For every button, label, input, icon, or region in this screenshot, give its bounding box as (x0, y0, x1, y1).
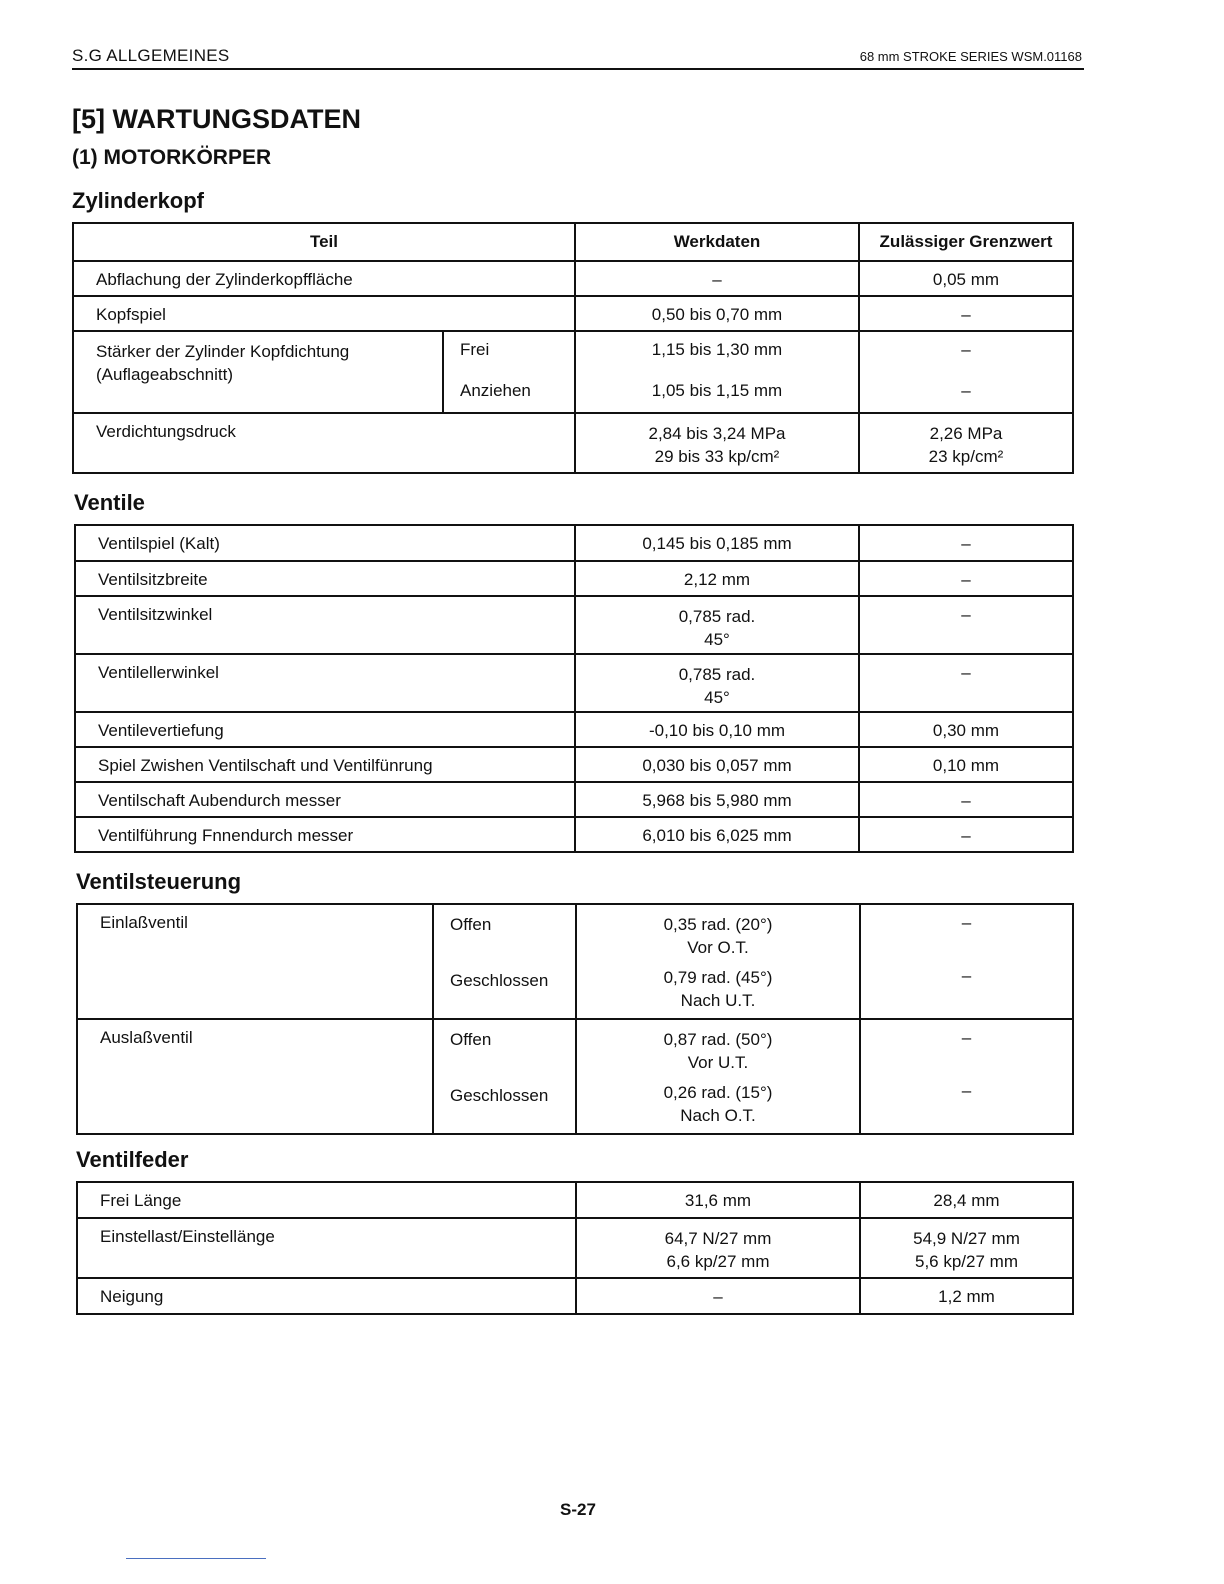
cell-part: Ventilsitzbreite (75, 561, 575, 596)
section-heading-zylinderkopf: Zylinderkopf (72, 188, 205, 213)
cell-factory: 2,12 mm (575, 561, 859, 596)
cell-value-line: 0,26 rad. (15°) (663, 1083, 773, 1102)
cell-part: Ventilevertiefung (75, 712, 575, 747)
cell-factory: 1,15 bis 1,30 mm (575, 331, 859, 379)
table-row (77, 1218, 1073, 1278)
cell-limit: 0,10 mm (859, 747, 1073, 782)
cell-part: Einlaßventil (77, 904, 433, 1019)
cell-part: Verdichtungsdruck (73, 413, 575, 473)
cell-limit: – (859, 654, 1073, 712)
cell-part: Kopfspiel (73, 296, 575, 331)
cell-sub: Frei (443, 331, 575, 379)
table-ventilsteuerung (76, 903, 1074, 1135)
cell-part: Ventilspiel (Kalt) (75, 525, 575, 561)
cell-value-line: 0,87 rad. (50°) (663, 1030, 773, 1049)
cell-value-line: 45° (704, 630, 730, 649)
cell-factory: 1,05 bis 1,15 mm (575, 379, 859, 413)
cell-value-line: Vor O.T. (687, 938, 749, 957)
cell-value-line: 64,7 N/27 mm (664, 1229, 772, 1248)
section-heading-ventile: Ventile (74, 490, 145, 515)
table-row (75, 817, 1073, 852)
table-header-row (73, 223, 1073, 261)
cell-part: Einstellast/Einstellänge (77, 1218, 576, 1278)
cell-part: Abflachung der Zylinderkopffläche (73, 261, 575, 296)
cell-sub: Offen (450, 1030, 492, 1049)
cell-limit: – (860, 1019, 1073, 1075)
cell-value-line: 6,6 kp/27 mm (666, 1252, 770, 1271)
cell-sub: Anziehen (443, 379, 575, 413)
cell-part-line: (Auflageabschnitt) (96, 365, 234, 384)
cell-value-line: 45° (704, 688, 730, 707)
cell-part (73, 331, 443, 413)
table-row (75, 525, 1073, 561)
cell-limit: – (860, 1075, 1073, 1134)
cell-sub: Offen (450, 915, 492, 934)
cell-limit: – (860, 960, 1073, 1019)
cell-limit: 0,05 mm (859, 261, 1073, 296)
table-row (77, 1019, 1073, 1075)
table-row (77, 1182, 1073, 1218)
cell-sub: Geschlossen (450, 1086, 549, 1105)
cell-factory (576, 960, 860, 1019)
cell-limit: – (859, 782, 1073, 817)
cell-value-line: 0,35 rad. (20°) (663, 915, 773, 934)
table-row (75, 712, 1073, 747)
cell-factory: 0,145 bis 0,185 mm (575, 525, 859, 561)
cell-factory: 6,010 bis 6,025 mm (575, 817, 859, 852)
table-row (77, 904, 1073, 960)
cell-value-line: 0,785 rad. (678, 607, 756, 626)
cell-factory (576, 1075, 860, 1134)
cell-value-line: 23 kp/cm² (928, 447, 1004, 466)
cell-limit: 28,4 mm (860, 1182, 1073, 1218)
footer-rule (126, 1558, 266, 1559)
cell-factory (576, 904, 860, 960)
cell-limit: – (859, 561, 1073, 596)
cell-factory (576, 1019, 860, 1075)
cell-limit: – (859, 379, 1073, 413)
table-row (77, 1278, 1073, 1314)
cell-value-line: 5,6 kp/27 mm (915, 1252, 1018, 1271)
cell-value-line: 0,79 rad. (45°) (663, 968, 773, 987)
cell-value-line: 29 bis 33 kp/cm² (654, 447, 780, 466)
table-row (75, 561, 1073, 596)
section-heading-ventilsteuerung: Ventilsteuerung (76, 869, 242, 894)
table-row (73, 296, 1073, 331)
cell-limit: – (859, 817, 1073, 852)
cell-part: Ventilschaft Aubendurch messer (75, 782, 575, 817)
cell-limit: – (859, 331, 1073, 379)
cell-limit (859, 413, 1073, 473)
cell-value-line: 0,785 rad. (678, 665, 756, 684)
cell-factory (576, 1218, 860, 1278)
cell-factory: – (575, 261, 859, 296)
header-series-code: 68 mm STROKE SERIES WSM.01168 (859, 49, 1082, 64)
cell-value-line: 54,9 N/27 mm (913, 1229, 1020, 1248)
cell-limit: – (859, 525, 1073, 561)
cell-value-line: Nach O.T. (680, 1106, 756, 1125)
table-ventile (74, 524, 1074, 853)
cell-limit: 0,30 mm (859, 712, 1073, 747)
cell-part: Spiel Zwishen Ventilschaft und Ventilfünrung (75, 747, 575, 782)
cell-limit (860, 1218, 1073, 1278)
page-title: [5] WARTUNGSDATEN (72, 104, 361, 134)
cell-value-line: 2,26 MPa (929, 424, 1003, 443)
cell-value-line: Vor U.T. (687, 1053, 749, 1072)
header-rule (72, 68, 1084, 70)
cell-part: Neigung (77, 1278, 576, 1314)
cell-part-line: Stärker der Zylinder Kopfdichtung (96, 342, 350, 361)
col-header-limit: Zulässiger Grenzwert (859, 223, 1073, 261)
col-header-factory: Werkdaten (575, 223, 859, 261)
page-number: S-27 (560, 1500, 596, 1519)
table-ventilfeder (76, 1181, 1074, 1315)
section-heading-ventilfeder: Ventilfeder (76, 1147, 189, 1172)
cell-limit: 1,2 mm (860, 1278, 1073, 1314)
page-subtitle: (1) MOTORKÖRPER (72, 146, 272, 169)
table-row (73, 261, 1073, 296)
cell-value-line: 2,84 bis 3,24 MPa (648, 424, 786, 443)
cell-part: Ventilellerwinkel (75, 654, 575, 712)
cell-part: Ventilsitzwinkel (75, 596, 575, 654)
table-row (75, 654, 1073, 712)
cell-factory: 0,50 bis 0,70 mm (575, 296, 859, 331)
cell-limit: – (859, 296, 1073, 331)
cell-factory: – (576, 1278, 860, 1314)
table-row (73, 331, 1073, 379)
col-header-part: Teil (73, 223, 575, 261)
cell-factory (575, 596, 859, 654)
cell-factory: -0,10 bis 0,10 mm (575, 712, 859, 747)
cell-factory: 5,968 bis 5,980 mm (575, 782, 859, 817)
table-zylinderkopf (72, 222, 1074, 474)
cell-factory (575, 654, 859, 712)
table-row (75, 782, 1073, 817)
cell-sub-group (433, 904, 576, 1019)
cell-limit: – (860, 904, 1073, 960)
cell-factory: 31,6 mm (576, 1182, 860, 1218)
header-section-label: S.G ALLGEMEINES (72, 46, 230, 65)
cell-part: Ventilführung Fnnendurch messer (75, 817, 575, 852)
table-row (75, 747, 1073, 782)
cell-value-line: Nach U.T. (680, 991, 756, 1010)
cell-sub: Geschlossen (450, 971, 549, 990)
cell-factory (575, 413, 859, 473)
cell-part: Auslaßventil (77, 1019, 433, 1134)
table-row (75, 596, 1073, 654)
cell-factory: 0,030 bis 0,057 mm (575, 747, 859, 782)
cell-sub-group (433, 1019, 576, 1134)
table-row (73, 413, 1073, 473)
cell-part: Frei Länge (77, 1182, 576, 1218)
cell-limit: – (859, 596, 1073, 654)
